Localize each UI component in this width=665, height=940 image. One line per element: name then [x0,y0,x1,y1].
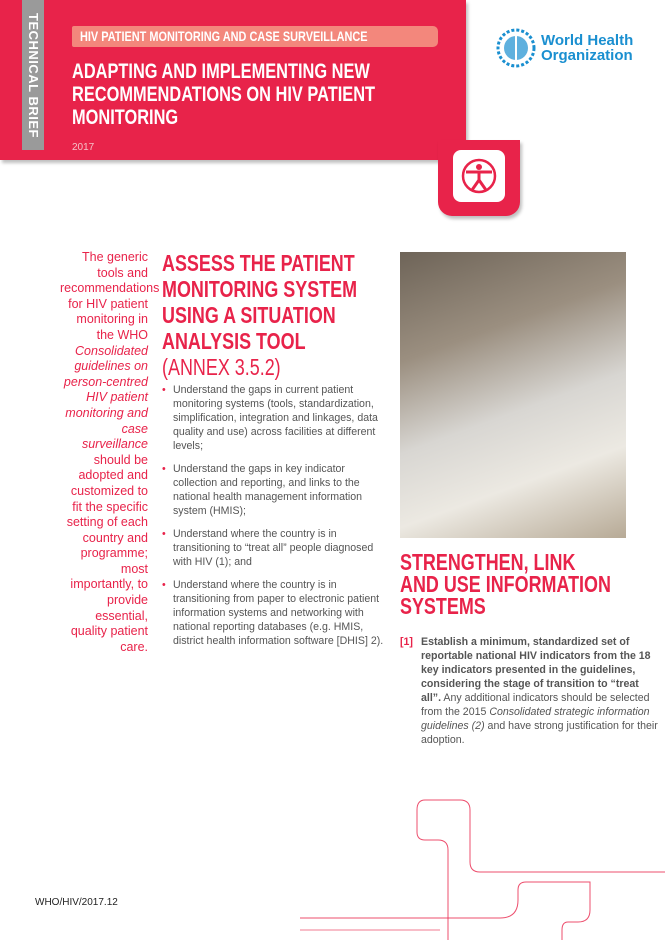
list-item: • Understand where the country is in transitioning from paper to electronic patient information systems and networking with national reporting databases (e.g. HMIS, district health information software [DHIS] 2). [162,578,390,648]
person-circle-icon [453,150,505,202]
year: 2017 [72,142,95,153]
list-item: • Understand the gaps in current patient monitoring systems (tools, standardization, simplification, integration and linkages, data quality and use) across facilities at different levels; [162,383,390,453]
document-code: WHO/HIV/2017.12 [35,897,118,908]
recommendation-item: [1] Establish a minimum, standardized set of reportable national HIV indicators from the 18 key indicators presented in the guidelines, considering the stage of transition to “treat all”. Any additional indicators should be selected from the 2015 Consolidated strategic information guidelines (2) and have strong justification for their adoption. [400,636,658,746]
series-label: HIV PATIENT MONITORING AND CASE SURVEILLANCE [72,26,438,47]
section1-bullets [162,383,390,657]
technical-brief-tab: TECHNICAL BRIEF [22,0,44,150]
list-item: • Understand where the country is in transitioning to “treat all” people diagnosed with HIV (1); and [162,527,390,569]
page-title: ADAPTING AND IMPLEMENTING NEW RECOMMENDATIONS ON HIV PATIENT MONITORING [72,60,376,129]
section1-heading: ASSESS THE PATIENT MONITORING SYSTEM USING A SITUATION ANALYSIS TOOL (ANNEX 3.5.2) [162,250,358,380]
un-emblem-icon [496,28,536,68]
decorative-lines [300,790,665,940]
who-logo: World Health Organization [496,28,633,68]
section2-heading: STRENGTHEN, LINK AND USE INFORMATION SYSTEMS [400,549,611,619]
intro-sidebar: The generic tools and recommendations for HIV patient monitoring in the WHO Consolidated guidelines on person-centred HIV patient monitoring and case surveillance should be adopted and customized to fit the specific setting of each country and programme; most importantly, to provide essential, quality patient care. [60,250,160,654]
health-worker-photo [400,252,626,538]
list-item: • Understand the gaps in key indicator collection and reporting, and links to the national health management information system (HMIS); [162,462,390,518]
